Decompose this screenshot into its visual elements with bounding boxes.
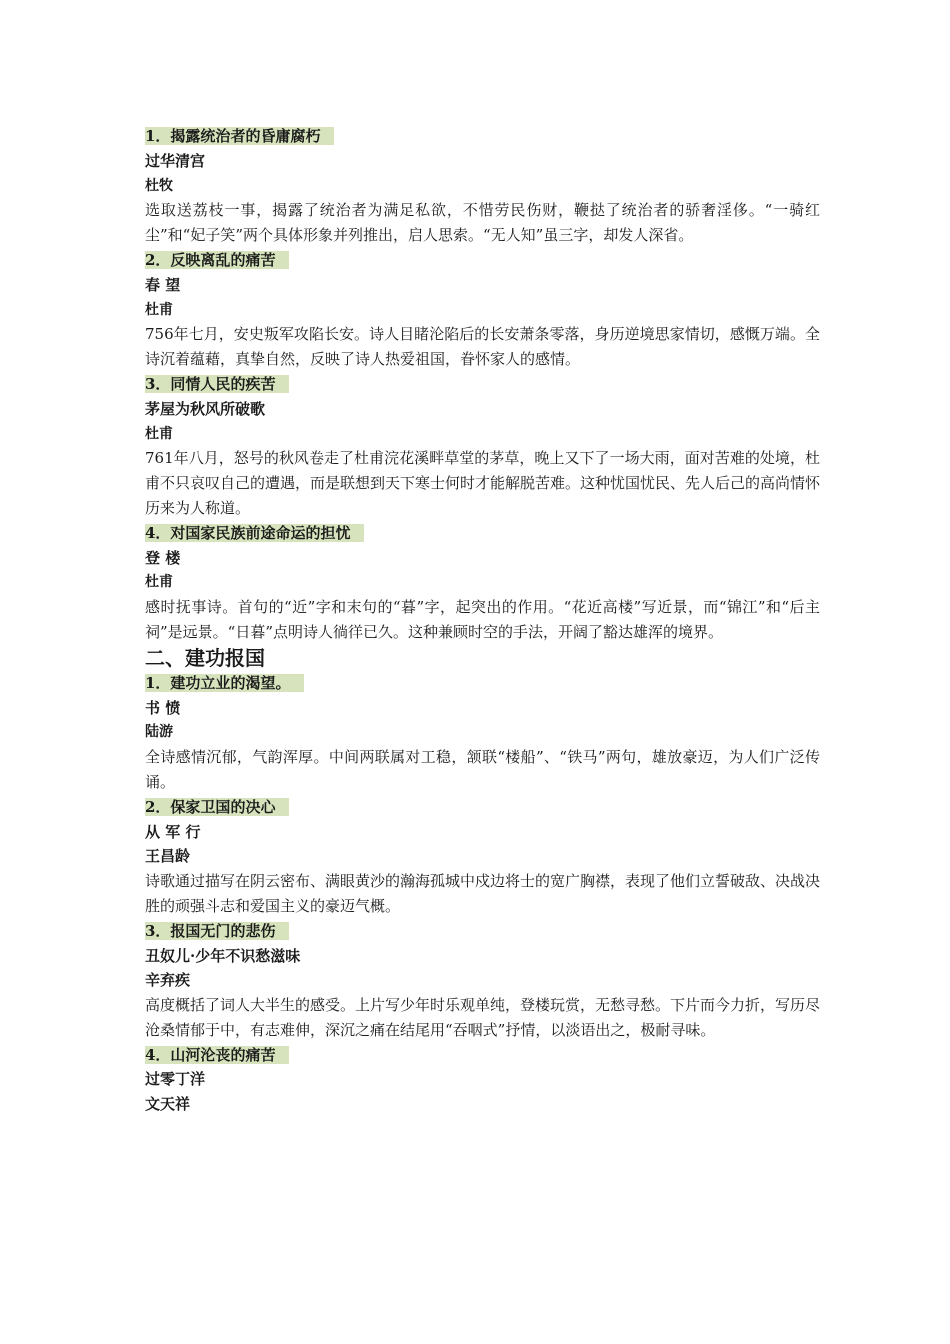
poem-author: 杜牧 (145, 177, 173, 194)
entry (145, 1043, 820, 1117)
entry (145, 124, 820, 248)
poem-title: 茅屋为秋风所破歌 (145, 399, 266, 418)
poem-description: 选取送荔枝一事，揭露了统治者为满足私欲，不惜劳民伤财，鞭挞了统治者的骄奢淫侈。“一骑红尘”和“妃子笑”两个具体形象并列推出，启人思索。“无人知”虽三字，却发人深省。 (145, 201, 820, 245)
poem-title: 丑奴儿·少年不识愁滋味 (145, 946, 301, 965)
poem-title: 过华清宫 (145, 151, 206, 170)
poem-author: 陆游 (145, 724, 173, 741)
poem-author: 杜甫 (145, 301, 173, 318)
entry (145, 248, 820, 372)
section-heading: 二、建功报国 (145, 645, 265, 670)
poem-title: 从 军 行 (145, 822, 201, 841)
topic-heading: 1．揭露统治者的昏庸腐朽 (145, 127, 334, 145)
poem-description: 全诗感情沉郁，气韵浑厚。中间两联属对工稳，颔联“楼船”、“铁马”两句，雄放豪迈，为人们广泛传诵。 (145, 748, 820, 791)
poem-author: 杜甫 (145, 425, 173, 442)
poem-author: 王昌龄 (145, 847, 191, 866)
entry (145, 671, 820, 795)
poem-title: 春 望 (145, 275, 181, 294)
poem-description: 756年七月，安史叛军攻陷长安。诗人目睹沦陷后的长安萧条零落，身历逆境思家情切，感慨万端。全诗沉着蕴藉，真挚自然，反映了诗人热爱祖国，眷怀家人的感情。 (145, 325, 820, 369)
topic-heading: 3．报国无门的悲伤 (145, 922, 289, 940)
topic-heading: 2．反映离乱的痛苦 (145, 251, 289, 269)
topic-heading: 3．同情人民的疾苦 (145, 375, 289, 393)
entry (145, 795, 820, 919)
topic-heading: 1．建功立业的渴望。 (145, 674, 304, 692)
document-content (145, 124, 820, 1117)
topic-heading: 4．对国家民族前途命运的担忧 (145, 524, 364, 542)
poem-description: 感时抚事诗。首句的“近”字和末句的“暮”字，起突出的作用。“花近高楼”写近景，而“锦江”和“后主祠”是远景。“日暮”点明诗人徜徉已久。这种兼顾时空的手法，开阔了豁达雄浑的境界。 (145, 598, 820, 641)
poem-author: 文天祥 (145, 1095, 191, 1114)
poem-title: 过零丁洋 (145, 1070, 206, 1089)
topic-heading: 4．山河沦丧的痛苦 (145, 1046, 289, 1064)
entry (145, 919, 820, 1043)
poem-description: 高度概括了词人大半生的感受。上片写少年时乐观单纯，登楼玩赏，无愁寻愁。下片而今力折，写历尽沧桑情郁于中，有志难伸，深沉之痛在结尾用“吞咽式”抒情，以淡语出之，极耐寻味。 (145, 996, 821, 1039)
entry (145, 372, 820, 521)
poem-title: 书 愤 (145, 698, 181, 717)
topic-heading: 2．保家卫国的决心 (145, 798, 289, 816)
entry (145, 521, 820, 645)
poem-author: 辛弃疾 (145, 971, 191, 990)
poem-author: 杜甫 (145, 574, 173, 591)
poem-title: 登 楼 (145, 548, 181, 567)
poem-description: 诗歌通过描写在阴云密布、满眼黄沙的瀚海孤城中戍边将士的宽广胸襟，表现了他们立誓破敌、决战决胜的顽强斗志和爱国主义的豪迈气概。 (145, 872, 821, 915)
poem-description: 761年八月，怒号的秋风卷走了杜甫浣花溪畔草堂的茅草，晚上又下了一场大雨，面对苦难的处境，杜甫不只哀叹自己的遭遇，而是联想到天下寒士何时才能解脱苦难。这种忧国忧民、先人后己的高尚情怀历来为人称道。 (145, 449, 821, 517)
